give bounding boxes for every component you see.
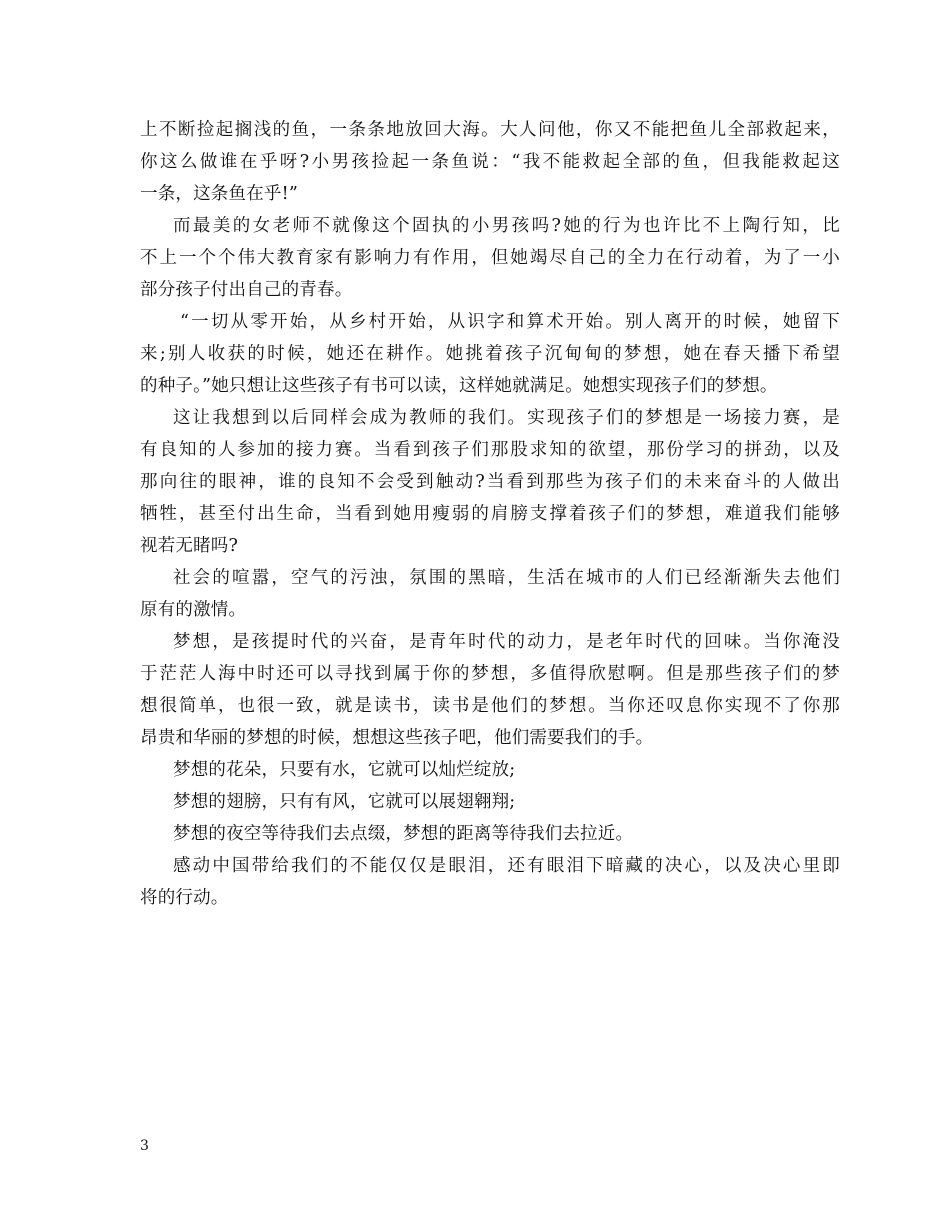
paragraph-first-line: 这让我想到以后同样会成为教师的我们。实现孩子们的梦想是一场接力赛，是 (173, 408, 840, 428)
text-line: 不上一个个伟大教育家有影响力有作用，但她竭尽自己的全力在行动着，为了一小 (140, 248, 840, 268)
text-line: 视若无睹吗? (140, 536, 239, 556)
paragraph-first-line: 梦想的花朵，只要有水，它就可以灿烂绽放; (173, 760, 516, 780)
paragraph-first-line: “一切从零开始，从乡村开始，从识字和算术开始。别人离开的时候，她留下 (180, 312, 840, 332)
body-text (140, 114, 840, 914)
text-line: 那向往的眼神，谁的良知不会受到触动?当看到那些为孩子们的未来奋斗的人做出 (140, 472, 840, 492)
paragraph-first-line: 梦想的夜空等待我们去点缀，梦想的距离等待我们去拉近。 (173, 824, 634, 844)
text-line: 想很简单，也很一致，就是读书，读书是他们的梦想。当你还叹息你实现不了你那 (140, 696, 840, 716)
text-line: 昂贵和华丽的梦想的时候，想想这些孩子吧，他们需要我们的手。 (140, 728, 654, 748)
paragraph-first-line: 梦想，是孩提时代的兴奋，是青年时代的动力，是老年时代的回味。当你淹没 (173, 632, 840, 652)
paragraph-first-line: 梦想的翅膀，只有有风，它就可以展翅翱翔; (173, 792, 516, 812)
text-line: 将的行动。 (140, 888, 229, 908)
page-number: 3 (140, 1138, 149, 1154)
text-line: 上不断捡起搁浅的鱼，一条条地放回大海。大人问他，你又不能把鱼儿全部救起来， (140, 120, 840, 140)
text-line: 原有的激情。 (140, 600, 247, 620)
text-line: 有良知的人参加的接力赛。当看到孩子们那股求知的欲望，那份学习的拼劲，以及 (140, 440, 840, 460)
text-line: 一条，这条鱼在乎!” (140, 184, 298, 204)
text-line: 牺牲，甚至付出生命，当看到她用瘦弱的肩膀支撑着孩子们的梦想，难道我们能够 (140, 504, 840, 524)
paragraph-first-line: 感动中国带给我们的不能仅仅是眼泪，还有眼泪下暗藏的决心，以及决心里即 (173, 856, 840, 876)
paragraph-first-line: 而最美的女老师不就像这个固执的小男孩吗?她的行为也许比不上陶行知，比 (173, 216, 840, 236)
text-line: 你这么做谁在乎呀?小男孩捡起一条鱼说：“我不能救起全部的鱼，但我能救起这 (140, 152, 840, 172)
text-line: 来;别人收获的时候，她还在耕作。她挑着孩子沉甸甸的梦想，她在春天播下希望 (140, 344, 840, 364)
text-line: 部分孩子付出自己的青春。 (140, 280, 353, 300)
text-line: 于茫茫人海中时还可以寻找到属于你的梦想，多值得欣慰啊。但是那些孩子们的梦 (140, 664, 840, 684)
paragraph-first-line: 社会的喧嚣，空气的污浊，氛围的黑暗，生活在城市的人们已经渐渐失去他们 (173, 568, 840, 588)
text-line: 的种子。”她只想让这些孩子有书可以读，这样她就满足。她想实现孩子们的梦想。 (140, 376, 778, 396)
